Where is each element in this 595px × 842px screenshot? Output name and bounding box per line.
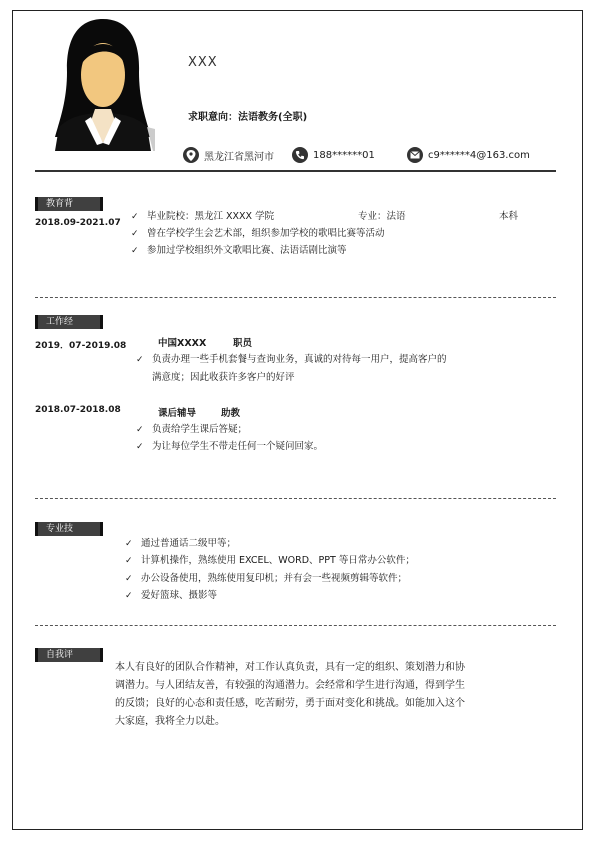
self-eval-section-label: 自我评 — [35, 648, 103, 662]
job-1-company: 中国XXXX — [158, 338, 207, 349]
list-item: ✓ 曾在学校学生会艺术部，组织参加学校的歌唱比赛等活动 — [131, 228, 385, 239]
checkmark-icon: ✓ — [131, 229, 139, 239]
phone-info — [292, 147, 375, 163]
self-eval-paragraph: 本人有良好的团队合作精神，对工作认真负责，具有一定的组织、策划潜力和协 调潜力。与人团结友善，有较强的沟通潜力。会经常和学生进行沟通，得到学生 的反馈；良好的心态和责任感，吃苦耐劳，勇于面对变化和挑战。如能加入这个 大家庭，我将全力以赴。 — [115, 662, 465, 727]
education-school-row — [131, 208, 274, 222]
job-1-title: 职员 — [233, 338, 253, 349]
education-degree: 本科 — [499, 211, 519, 222]
email-text: c9******4@163.com — [428, 149, 530, 161]
checkmark-icon: ✓ — [136, 425, 144, 435]
checkmark-icon: ✓ — [131, 246, 139, 256]
education-date: 2018.09-2021.07 — [35, 218, 121, 228]
map-pin-icon — [183, 147, 199, 163]
phone-icon — [292, 147, 308, 163]
section-divider — [35, 297, 556, 298]
avatar — [51, 17, 155, 151]
list-item: ✓ 为让每位学生不带走任何一个疑问回家。 — [136, 441, 324, 452]
candidate-name: XXX — [188, 55, 218, 70]
resume-page — [12, 10, 583, 830]
work-section-label: 工作经 — [35, 315, 103, 329]
list-item: ✓ 爱好篮球、摄影等 — [125, 590, 218, 601]
location-info — [183, 147, 274, 163]
job-2-date: 2018.07-2018.08 — [35, 405, 121, 415]
list-item: ✓ 通过普通话二级甲等； — [125, 538, 237, 549]
job-2-title: 助教 — [221, 408, 241, 419]
list-item: ✓ 负责办理一些手机套餐与查询业务，真诚的对待每一用户，提高客户的 — [136, 354, 447, 365]
list-item: ✓ 计算机操作，熟练使用 EXCEL、WORD、PPT 等日常办公软件； — [125, 555, 415, 566]
checkmark-icon: ✓ — [125, 539, 133, 549]
list-item: ✓ 参加过学校组织外文歌唱比赛、法语话剧比演等 — [131, 245, 347, 256]
phone-text: 188******01 — [313, 149, 375, 161]
list-item: ✓ 负责给学生课后答疑； — [136, 424, 248, 435]
checkmark-icon: ✓ — [125, 556, 133, 566]
checkmark-icon: ✓ — [131, 212, 139, 222]
education-school: 毕业院校：黑龙江 XXXX 学院 — [147, 211, 275, 222]
header-divider — [35, 170, 556, 172]
section-divider — [35, 625, 556, 626]
education-section-label: 教育背 — [35, 197, 103, 211]
education-major: 专业：法语 — [358, 211, 406, 222]
location-text: 黑龙江省黑河市 — [204, 151, 274, 163]
skills-section-label: 专业技 — [35, 522, 103, 536]
envelope-icon — [407, 147, 423, 163]
job-intent: 求职意向：法语教务(全职) — [188, 112, 308, 123]
checkmark-icon: ✓ — [125, 574, 133, 584]
section-divider — [35, 498, 556, 499]
list-item: 满意度；因此收获许多客户的好评 — [152, 372, 295, 383]
checkmark-icon: ✓ — [136, 442, 144, 452]
checkmark-icon: ✓ — [125, 591, 133, 601]
job-2-company: 课后辅导 — [158, 408, 197, 419]
email-info — [407, 147, 530, 163]
job-1-date: 2019．07-2019.08 — [35, 341, 127, 351]
list-item: ✓ 办公设备使用，熟练使用复印机；并有会一些视频剪辑等软件； — [125, 573, 408, 584]
checkmark-icon: ✓ — [136, 355, 144, 365]
